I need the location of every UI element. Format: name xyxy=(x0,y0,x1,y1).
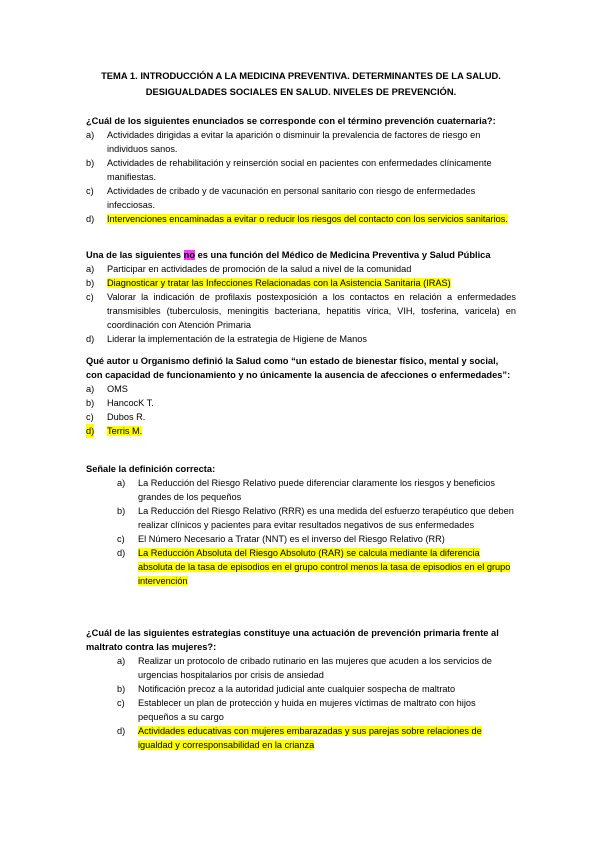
question-5 xyxy=(86,626,516,752)
option-text: Liderar la implementación de la estrategia de Higiene de Manos xyxy=(107,334,367,344)
option-text: La Reducción del Riesgo Relativo puede diferenciar claramente los riesgos y beneficios grandes de los pequeños xyxy=(138,478,495,502)
question-1-option-c xyxy=(86,184,516,212)
question-4-text: Señale la definición correcta: xyxy=(86,464,216,474)
highlighted-answer: Actividades educativas con mujeres embarazadas y sus parejas sobre relaciones de igualdad y corresponsabilidad en la crianza xyxy=(138,726,482,750)
option-text: Participar en actividades de promoción de la salud a nivel de la comunidad xyxy=(107,264,412,274)
question-2-option-b xyxy=(86,276,516,290)
option-text: Realizar un protocolo de cribado rutinario en las mujeres que acuden a los servicios de urgencias hospitalarios por crisis de ansiedad xyxy=(138,656,492,680)
highlighted-answer: Terris M. xyxy=(107,426,143,436)
question-2-text-start: Una de las siguientes xyxy=(86,250,184,260)
question-3-option-d xyxy=(86,424,516,438)
page-title xyxy=(86,68,516,100)
emphasis-no: no xyxy=(183,250,196,260)
question-5-option-a xyxy=(86,654,516,682)
question-4 xyxy=(86,462,516,588)
question-1-text: ¿Cuál de los siguientes enunciados se corresponde con el término prevención cuaternaria?: xyxy=(86,116,496,126)
question-2-text-end: es una función del Médico de Medicina Preventiva y Salud Pública xyxy=(195,250,491,260)
question-1-option-a xyxy=(86,128,516,156)
question-2-option-c xyxy=(86,290,516,332)
highlighted-answer: Intervenciones encaminadas a evitar o reducir los riesgos del contacto con los servicios sanitarios. xyxy=(107,214,508,224)
option-text: OMS xyxy=(107,384,128,394)
option-text: Establecer un plan de protección y huida en mujeres víctimas de maltrato con hijos pequeños a su cargo xyxy=(138,698,476,722)
title-line-1: TEMA 1. INTRODUCCIÓN A LA MEDICINA PREVENTIVA. DETERMINANTES DE LA SALUD. xyxy=(101,70,501,81)
option-letter: a) xyxy=(117,478,126,488)
option-letter: d) xyxy=(117,548,126,558)
question-3-option-b xyxy=(86,396,516,410)
question-5-option-b xyxy=(86,682,516,696)
option-letter: c) xyxy=(86,186,94,196)
option-letter: c) xyxy=(117,534,125,544)
question-4-option-c xyxy=(86,532,516,546)
option-text: Actividades de rehabilitación y reinserción social en pacientes con enfermedades clínicamente manifiestas. xyxy=(107,158,492,182)
title-line-2: DESIGUALDADES SOCIALES EN SALUD. NIVELES DE PREVENCIÓN. xyxy=(145,86,457,97)
question-2 xyxy=(86,248,516,346)
question-1-option-d xyxy=(86,212,516,226)
option-letter: b) xyxy=(86,158,95,168)
highlighted-answer: La Reducción Absoluta del Riesgo Absoluto (RAR) se calcula mediante la diferencia absoluta de la tasa de episodios en el grupo control menos la tasa de episodios en el grupo intervención xyxy=(138,548,511,586)
option-letter: d) xyxy=(86,334,95,344)
option-letter: d) xyxy=(86,426,95,436)
option-text: El Número Necesario a Tratar (NNT) es el inverso del Riesgo Relativo (RR) xyxy=(138,534,445,544)
option-letter: c) xyxy=(86,412,94,422)
option-letter: a) xyxy=(86,264,95,274)
option-letter: a) xyxy=(117,656,126,666)
question-1 xyxy=(86,114,516,226)
question-5-text: ¿Cuál de las siguientes estrategias constituye una actuación de prevención primaria frente al maltrato contra las mujeres?: xyxy=(86,628,499,652)
question-4-option-d xyxy=(86,546,516,588)
option-letter: a) xyxy=(86,384,95,394)
option-text: La Reducción del Riesgo Relativo (RRR) es una medida del esfuerzo terapéutico que deben realizar clínicos y pacientes para evitar resultados negativos de sus enfermedades xyxy=(138,506,514,530)
option-text: Actividades de cribado y de vacunación en personal sanitario con riesgo de enfermedades infecciosas. xyxy=(107,186,476,210)
option-text: Actividades dirigidas a evitar la aparición o disminuir la prevalencia de factores de riesgo en individuos sanos. xyxy=(107,130,481,154)
question-2-option-a xyxy=(86,262,516,276)
option-letter: c) xyxy=(86,292,94,302)
question-3 xyxy=(86,354,516,438)
option-text: Dubos R. xyxy=(107,412,146,422)
option-letter: b) xyxy=(86,398,95,408)
question-2-option-d xyxy=(86,332,516,346)
option-letter: d) xyxy=(86,214,95,224)
question-5-option-c xyxy=(86,696,516,724)
question-1-option-b xyxy=(86,156,516,184)
option-letter: b) xyxy=(117,684,126,694)
option-letter: c) xyxy=(117,698,125,708)
option-text: Valorar la indicación de profilaxis postexposición a los contactos en relación a enfermedades transmisibles (tuberculosis, meningitis bacteriana, hepatitis vírica, VIH, tosferina, varicela) en coordinación con Atención Primaria xyxy=(107,292,516,330)
question-2-text xyxy=(86,248,516,262)
option-text: Notificación precoz a la autoridad judicial ante cualquier sospecha de maltrato xyxy=(138,684,456,694)
option-letter: b) xyxy=(86,278,95,288)
option-letter: b) xyxy=(117,506,126,516)
question-3-option-a xyxy=(86,382,516,396)
question-4-option-a xyxy=(86,476,516,504)
question-5-option-d xyxy=(86,724,516,752)
question-3-text: Qué autor u Organismo definió la Salud como “un estado de bienestar físico, mental y social, con capacidad de funcionamiento y no únicamente la ausencia de afecciones o enfermedades”: xyxy=(86,356,511,380)
option-letter: d) xyxy=(117,726,126,736)
question-4-option-b xyxy=(86,504,516,532)
option-letter: a) xyxy=(86,130,95,140)
question-3-option-c xyxy=(86,410,516,424)
option-text: HancocK T. xyxy=(107,398,154,408)
highlighted-answer: Diagnosticar y tratar las Infecciones Relacionadas con la Asistencia Sanitaria (IRAS) xyxy=(107,278,451,288)
